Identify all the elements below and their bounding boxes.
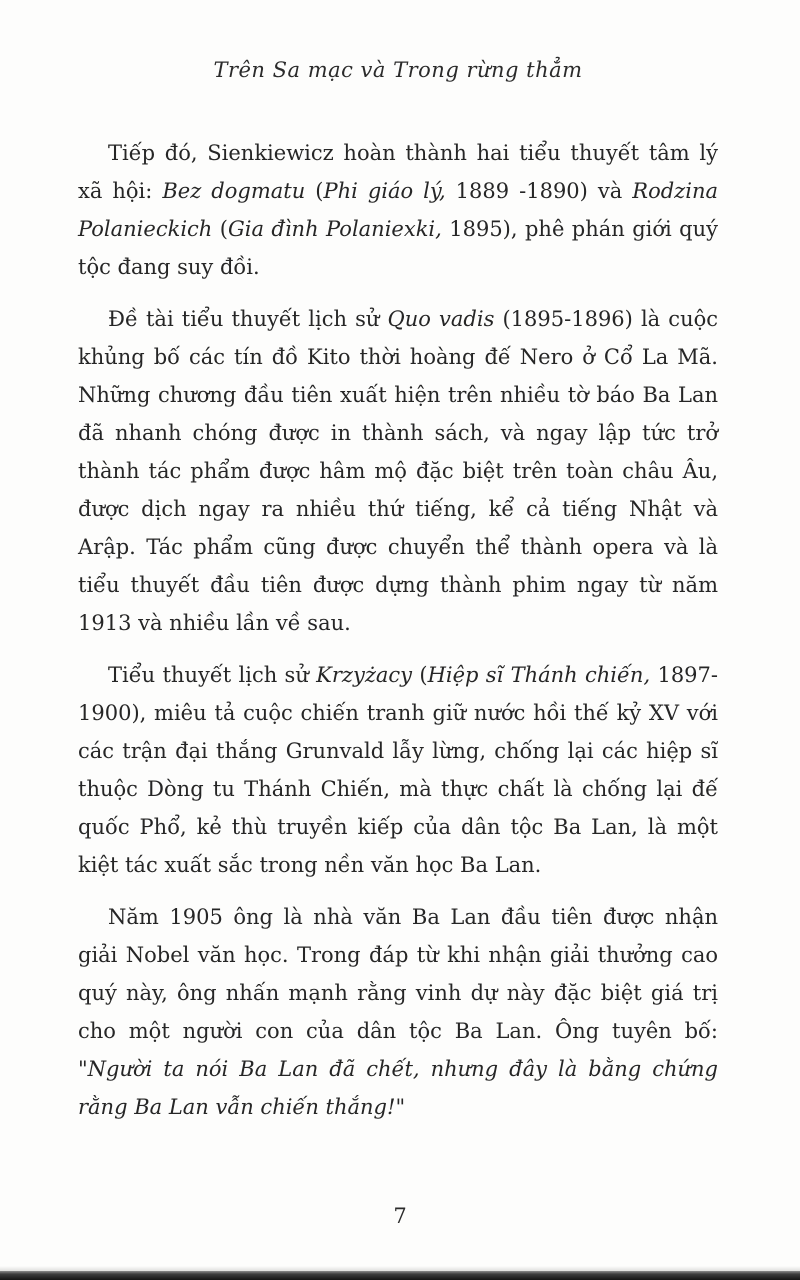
paragraph — [78, 656, 718, 884]
paragraph — [78, 134, 718, 286]
body-text: 1897-1900), miêu tả cuộc chiến tranh giữ nước hồi thế kỷ XV với các trận đại thắng Grunvald lẫy lừng, chống lại các hiệp sĩ thuộc Dòng tu Thánh Chiến, mà thực chất là chống lại đế quốc Phổ, kẻ thù truyền kiếp của dân tộc Ba Lan, là một kiệt tác xuất sắc trong nền văn học Ba Lan. — [78, 663, 718, 877]
italic-text: Hiệp sĩ Thánh chiến, — [427, 663, 651, 687]
body-text: (1895-1896) là cuộc khủng bố các tín đồ Kito thời hoàng đế Nero ở Cổ La Mã. Những chương đầu tiên xuất hiện trên nhiều tờ báo Ba Lan đã nhanh chóng được in thành sách, và ngay lập tức trở thành tác phẩm được hâm mộ đặc biệt trên toàn châu Âu, được dịch ngay ra nhiều thứ tiếng, kể cả tiếng Nhật và Arập. Tác phẩm cũng được chuyển thể thành opera và là tiểu thuyết đầu tiên được dựng thành phim ngay từ năm 1913 và nhiều lần về sau. — [78, 307, 718, 635]
italic-text: Phi giáo lý, — [323, 179, 446, 203]
page-number: 7 — [393, 1204, 407, 1228]
body-text: 1889 -1890) và — [445, 179, 633, 203]
page-body — [78, 134, 718, 1126]
running-header-title: Trên Sa mạc và Trong rừng thẳm — [213, 58, 583, 82]
italic-text: Krzyżacy — [316, 663, 413, 687]
italic-text: Bez dogmatu — [162, 179, 306, 203]
italic-text: "Người ta nói Ba Lan đã chết, nhưng đây là bằng chứng rằng Ba Lan vẫn chiến thắng!" — [78, 1057, 718, 1119]
body-text: Tiểu thuyết lịch sử — [108, 663, 317, 687]
body-text: Đề tài tiểu thuyết lịch sử — [108, 307, 388, 331]
paragraph — [78, 300, 718, 642]
scan-edge-bar — [0, 1271, 800, 1280]
body-text: Tiếp đó, Sienkiewicz hoàn thành hai tiểu thuyết tâm lý xã hội: — [78, 141, 718, 203]
body-text: 1895), phê phán giới quý tộc đang suy đồi. — [78, 217, 718, 279]
italic-text: Rodzina Polanieckich — [78, 179, 719, 241]
body-text: ( — [412, 663, 428, 687]
running-header — [78, 58, 718, 82]
body-text: ( — [305, 179, 324, 203]
italic-text: Gia đình Polaniexki, — [227, 217, 442, 241]
page-footer — [0, 1204, 800, 1228]
paragraph — [78, 898, 718, 1126]
body-text: Năm 1905 ông là nhà văn Ba Lan đầu tiên được nhận giải Nobel văn học. Trong đáp từ khi nhận giải thưởng cao quý này, ông nhấn mạnh rằng vinh dự này đặc biệt giá trị cho một người con của dân tộc Ba Lan. Ông tuyên bố: — [78, 905, 718, 1043]
italic-text: Quo vadis — [387, 307, 495, 331]
body-text: ( — [212, 217, 228, 241]
